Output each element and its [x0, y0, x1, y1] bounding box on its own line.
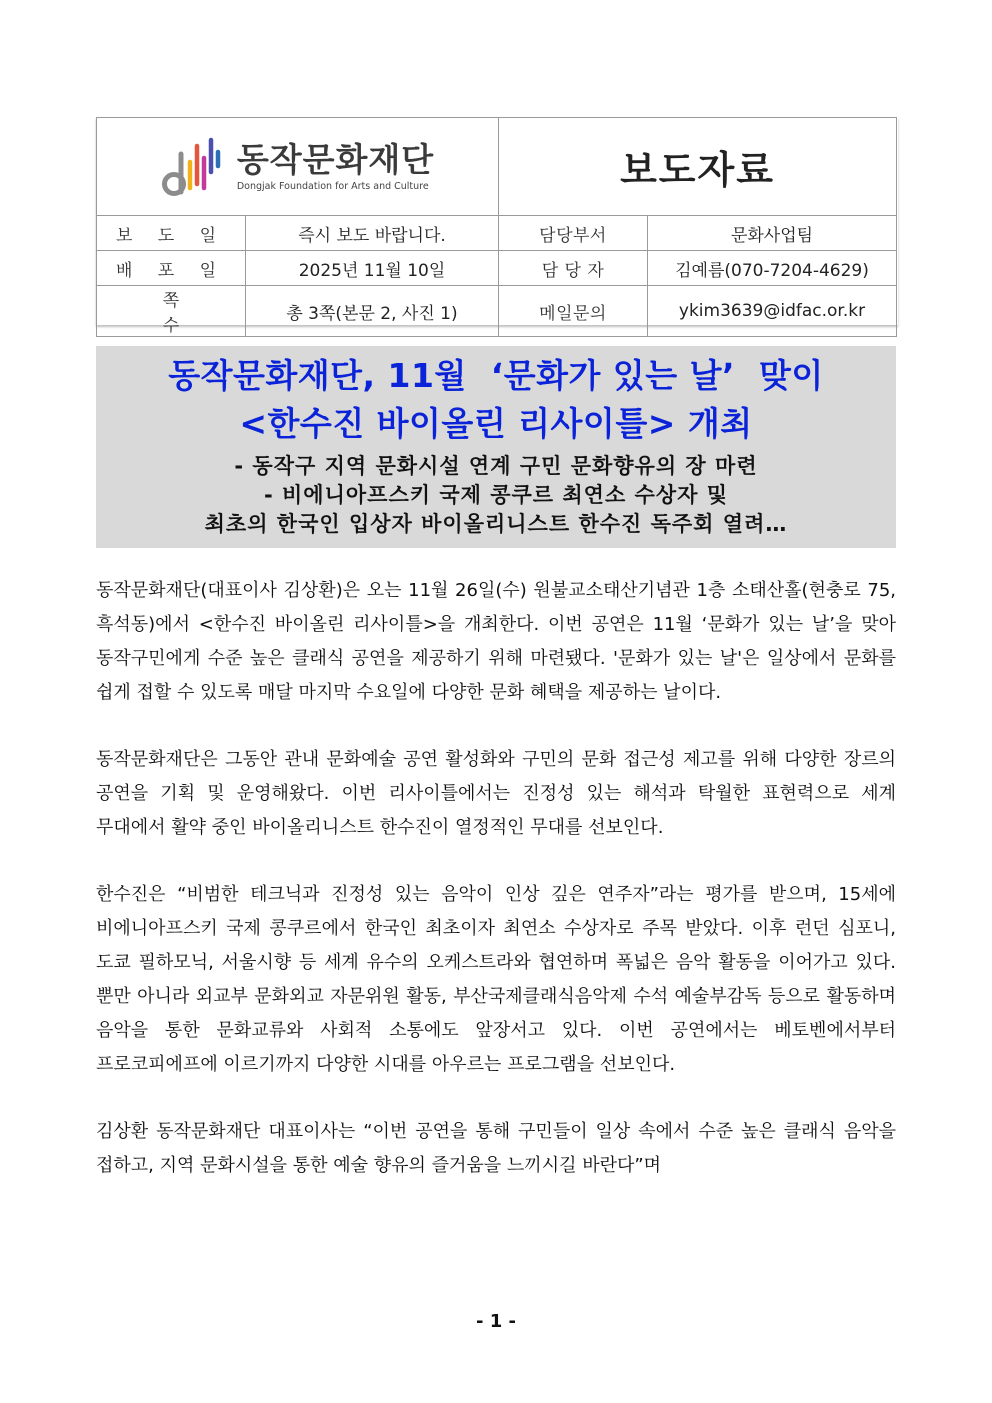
article-body: [96, 574, 896, 1216]
headline-line-2: <한수진 바이올린 리사이틀> 개최: [239, 404, 753, 443]
header-row-release-date: [97, 216, 897, 251]
distribution-date-value: 2025년 11월 10일: [246, 251, 499, 286]
header-table: [96, 117, 897, 337]
body-paragraph-1: 동작문화재단(대표이사 김상환)은 오는 11월 26일(수) 원불교소태산기념관 1층 소태산홀(현충로 75, 흑석동)에서 <한수진 바이올린 리사이틀>을 개최한다. 이번 공연은 11월 ‘문화가 있는 날’을 맞아 동작구민에게 수준 높은 클래식 공연을 제공하기 위해 마련됐다. '문화가 있는 날'은 일상에서 문화를 쉽게 접할 수 있도록 매달 마지막 수요일에 다양한 문화 혜택을 제공하는 날이다.: [96, 580, 896, 703]
release-date-value: 즉시 보도 바랍니다.: [246, 216, 499, 251]
body-paragraph-2: 동작문화재단은 그동안 관내 문화예술 공연 활성화와 구민의 문화 접근성 제고를 위해 다양한 장르의 공연을 기획 및 운영해왔다. 이번 리사이틀에서는 진정성 있는 해석과 탁월한 표현력으로 세계 무대에서 활약 중인 바이올리니스트 한수진이 열정적인 무대를 선보인다.: [96, 749, 896, 838]
subheadline-2: - 비에니아프스키 국제 콩쿠르 최연소 수상자 및: [263, 483, 728, 507]
header-row-distribution-date: [97, 251, 897, 286]
subheadline-3: 최초의 한국인 입상자 바이올리니스트 한수진 독주회 열려…: [204, 512, 788, 536]
department-label: 담당부서: [499, 216, 648, 251]
contact-person-label: 담 당 자: [499, 251, 648, 286]
distribution-date-label: 배 포 일: [97, 251, 246, 286]
foundation-english-name: Dongjak Foundation for Arts and Culture: [236, 181, 429, 192]
body-paragraph-3: 한수진은 “비범한 테크닉과 진정성 있는 음악이 인상 깊은 연주자”라는 평가를 받으며, 15세에 비에니아프스키 국제 콩쿠르에서 한국인 최초이자 최연소 수상자로 주목 받았다. 이후 런던 심포니, 도쿄 필하모닉, 서울시향 등 세계 유수의 오케스트라와 협연하며 폭넓은 음악 활동을 이어가고 있다. 뿐만 아니라 외교부 문화외교 자문위원 활동, 부산국제클래식음악제 수석 예술부감독 등으로 활동하며 음악을 통한 문화교류와 사회적 소통에도 앞장서고 있다. 이번 공연에서는 베토벤에서부터 프로코피에프에 이르기까지 다양한 시대를 아우르는 프로그램을 선보인다.: [96, 884, 896, 1075]
foundation-logo: [97, 132, 498, 202]
email-inquiry-label: 메일문의: [499, 286, 648, 337]
email-inquiry-value[interactable]: ykim3639@idfac.or.kr: [648, 286, 897, 337]
foundation-logo-icon: [161, 132, 225, 202]
page-number: - 1 -: [476, 1311, 516, 1332]
header-row-page-count: [97, 286, 897, 337]
department-value: 문화사업팀: [648, 216, 897, 251]
release-date-label: 보 도 일: [97, 216, 246, 251]
page-count-label: 쪽 수: [97, 286, 246, 337]
logo-cell: [97, 118, 499, 216]
headline-box: [96, 346, 896, 548]
contact-person-value: 김예름(070-7204-4629): [648, 251, 897, 286]
foundation-name: 동작문화재단: [236, 140, 435, 179]
headline-line-1: 동작문화재단, 11월 ‘문화가 있는 날’ 맞이: [168, 356, 824, 395]
body-paragraph-4: 김상환 동작문화재단 대표이사는 “이번 공연을 통해 구민들이 일상 속에서 수준 높은 클래식 음악을 접하고, 지역 문화시설을 통한 예술 향유의 즐거움을 느끼시길 바란다”며: [96, 1121, 896, 1176]
subheadline-1: - 동작구 지역 문화시설 연계 구민 문화향유의 장 마련: [234, 454, 758, 478]
document-type-title: 보도자료: [499, 118, 897, 216]
page-count-value: 총 3쪽(본문 2, 사진 1): [246, 286, 499, 337]
